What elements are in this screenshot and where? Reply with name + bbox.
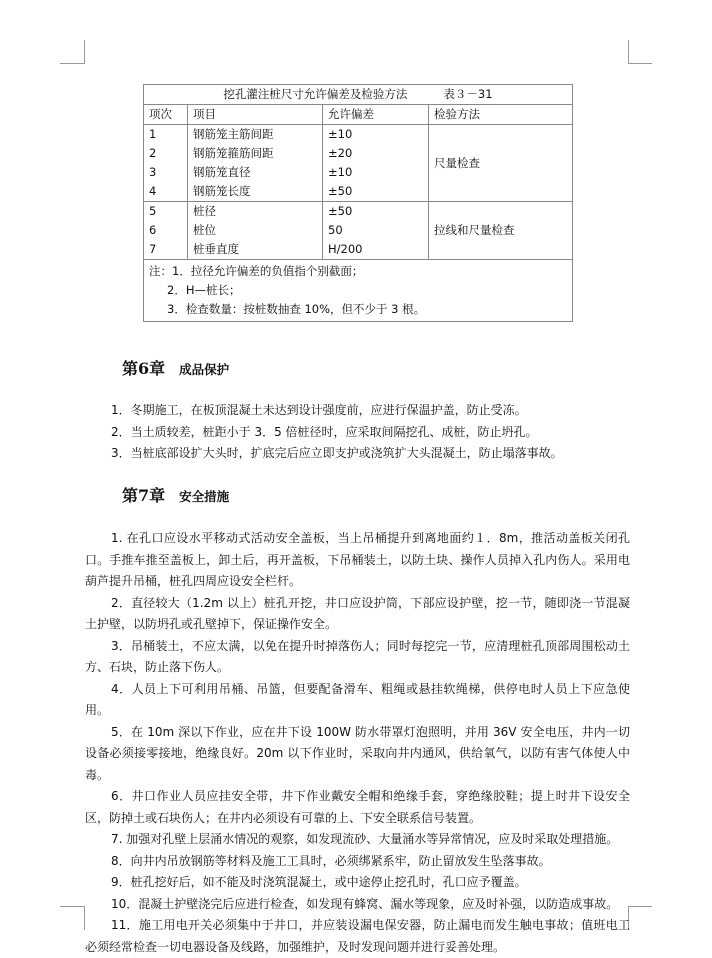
chapter-6-list: [85, 400, 630, 465]
row-tolerance: H/200: [323, 240, 429, 260]
chapter-title: 成品保护: [179, 362, 230, 377]
row-number: 6: [144, 221, 188, 240]
tolerance-table: [143, 84, 573, 322]
list-item: 5．在 10m 深以下作业，应在井下设 100W 防水带罩灯泡照明，并用 36V 安全电压，井内一切设备必须接零接地，绝缘良好。20m 以下作业时，采取向井内通风，供给氧气，以防有害气体使人中毒。: [85, 724, 630, 782]
chapter-number: 第7章: [122, 486, 166, 505]
list-item: 3．吊桶装土，不应太满，以免在提升时掉落伤人；同时每挖完一节，应清理桩孔顶部周围松动土方、石块，防止落下伤人。: [85, 638, 630, 674]
table-notes: [144, 260, 573, 322]
header-cell: 允许偏差: [323, 105, 429, 125]
row-method: 尺量检查: [429, 125, 573, 202]
row-tolerance: ±10: [323, 163, 429, 182]
list-item: 6．井口作业人员应挂安全带，井下作业戴安全帽和绝缘手套，穿绝缘胶鞋；提上时井下设安全区，防掉土或石块伤人；在井内必须设有可靠的上、下安全联系信号装置。: [85, 789, 630, 825]
table-row: [144, 125, 573, 145]
row-tolerance: ±20: [323, 144, 429, 163]
list-item: 7. 加强对孔壁上层涌水情况的观察，如发现流砂、大量涌水等异常情况，应及时采取处理措施。: [111, 832, 619, 846]
list-item: 8．向井内吊放钢筋等材料及施工工具时，必须绑紧系牢，防止留放发生坠落事故。: [111, 853, 551, 868]
list-item: 3．当桩底部设扩大头时，扩底完后应立即支护或浇筑扩大头混凝土，防止塌落事故。: [111, 446, 563, 460]
crop-mark: [628, 63, 652, 64]
list-item: 2．直径较大（1.2m 以上）桩孔开挖，井口应设护筒，下部应设护壁，挖一节，随即浇一节混凝土护壁，以防坍孔或孔壁掉下，保证操作安全。: [85, 595, 630, 631]
chapter-7-list: [85, 528, 630, 958]
crop-mark: [628, 40, 629, 64]
row-method: 拉线和尺量检查: [429, 202, 573, 260]
chapter-number: 第6章: [122, 359, 166, 378]
row-number: 3: [144, 163, 188, 182]
row-number: 2: [144, 144, 188, 163]
row-tolerance: ±10: [323, 125, 429, 145]
crop-mark: [60, 63, 84, 64]
row-number: 1: [144, 125, 188, 145]
chapter-6-heading: [122, 356, 229, 379]
list-item: 2．当土质较差，桩距小于 3．5 倍桩径时，应采取间隔挖孔、成桩，防止坍孔。: [111, 424, 538, 439]
row-number: 4: [144, 182, 188, 202]
row-tolerance: ±50: [323, 202, 429, 222]
list-item: 4．人员上下可利用吊桶、吊篮，但要配备滑车、粗绳或悬挂软绳梯，供停电时人员上下应急使用。: [85, 681, 630, 717]
row-item: 钢筋笼箍筋间距: [188, 144, 323, 163]
crop-mark: [628, 906, 652, 907]
list-item: 11．施工用电开关必须集中于井口，并应装设漏电保安器，防止漏电而发生触电事故；值班电工必须经常检查一切电器设备及线路，加强维护，及时发现问题并进行妥善处理。: [85, 918, 630, 954]
row-tolerance: ±50: [323, 182, 429, 202]
row-tolerance: 50: [323, 221, 429, 240]
row-number: 7: [144, 240, 188, 260]
header-cell: 检验方法: [429, 105, 573, 125]
table-title-text: 挖孔灌注桩尺寸允许偏差及检验方法: [223, 87, 408, 101]
row-item: 钢筋笼直径: [188, 163, 323, 182]
table-number: 表３－31: [443, 87, 493, 101]
row-item: 桩垂直度: [188, 240, 323, 260]
row-number: 5: [144, 202, 188, 222]
crop-mark: [84, 40, 85, 64]
note-line: 注：1．拉径允许偏差的负值指个别截面；: [149, 264, 364, 278]
header-cell: 项目: [188, 105, 323, 125]
header-cell: 项次: [144, 105, 188, 125]
table-title: [144, 85, 573, 105]
note-line: 3．检查数量：按桩数抽查 10%，但不少于 3 根。: [167, 302, 426, 316]
table-header-row: [144, 105, 573, 125]
note-line: 2．H—桩长；: [167, 283, 241, 297]
row-item: 钢筋笼主筋间距: [188, 125, 323, 145]
list-item: 1．冬期施工，在板顶混凝土未达到设计强度前，应进行保温护盖，防止受冻。: [111, 403, 527, 417]
row-item: 桩径: [188, 202, 323, 222]
row-item: 桩位: [188, 221, 323, 240]
list-item: 10．混凝土护壁浇完后应进行检查，如发现有蜂窝、漏水等现象，应及时补强，以防造成事故。: [111, 896, 619, 911]
row-item: 钢筋笼长度: [188, 182, 323, 202]
crop-mark: [60, 906, 84, 907]
chapter-7-heading: [122, 483, 229, 506]
table-row: [144, 202, 573, 222]
list-item: 9．桩孔挖好后，如不能及时浇筑混凝土，或中途停止挖孔时，孔口应予覆盖。: [111, 875, 527, 889]
chapter-title: 安全措施: [179, 489, 230, 504]
list-item: 1. 在孔口应设水平移动式活动安全盖板，当上吊桶提升到离地面约１．8m，推活动盖板关闭孔口。手推车推至盖板上，卸土后，再开盖板，下吊桶装土，以防土块、操作人员掉入孔内伤人。采用电葫芦提升吊桶，桩孔四周应设安全栏杆。: [85, 531, 630, 588]
